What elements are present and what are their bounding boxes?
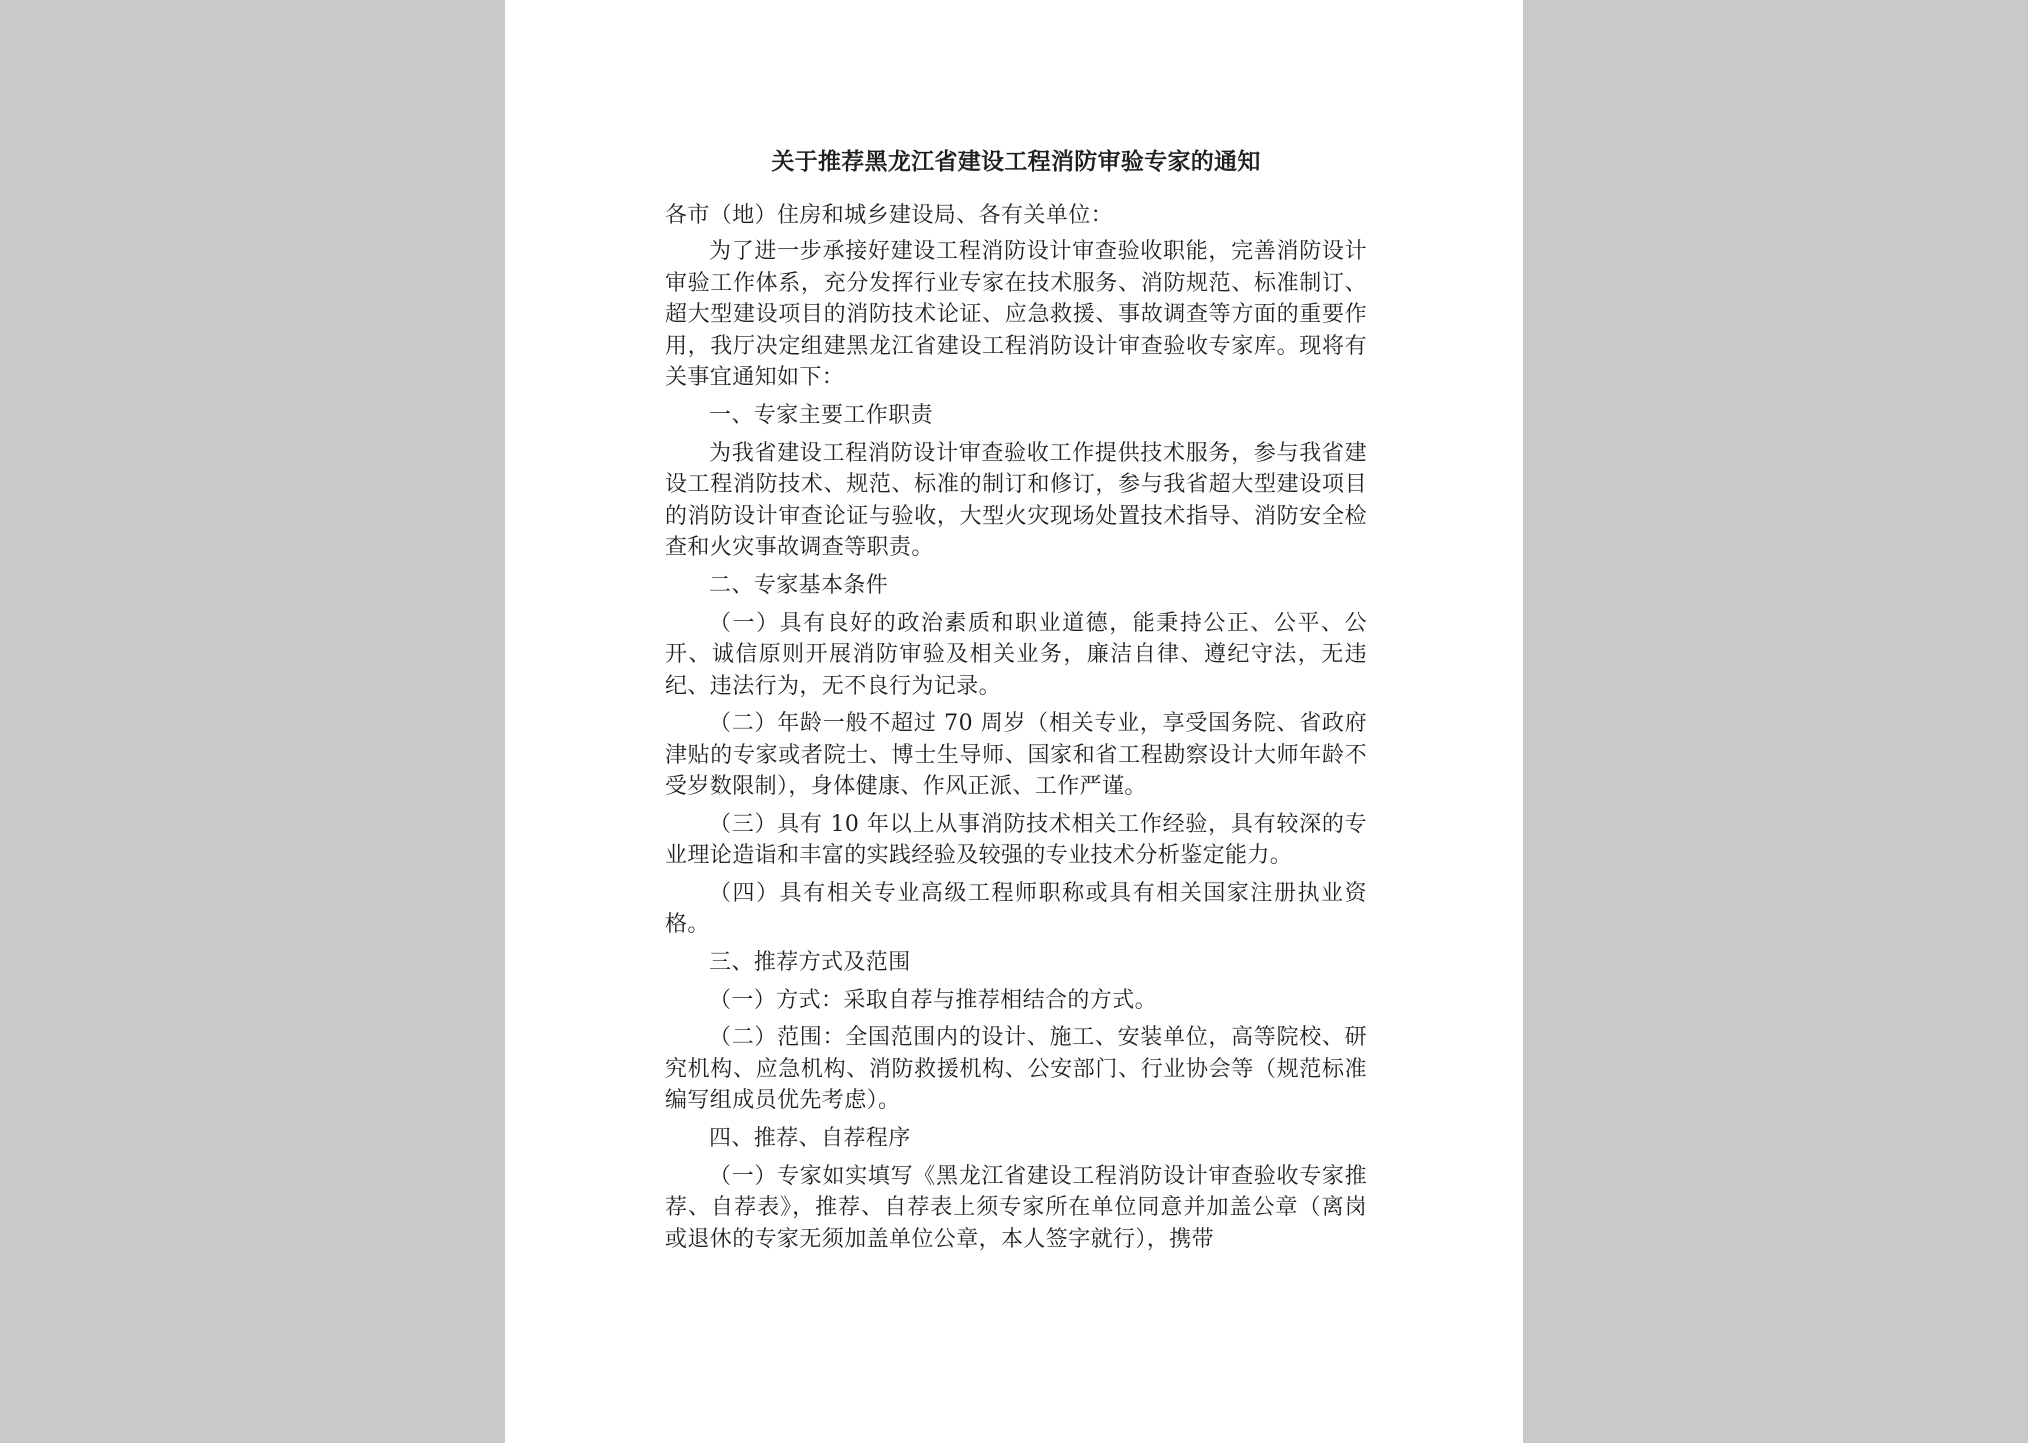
procedure-item-1: （一）专家如实填写《黑龙江省建设工程消防设计审查验收专家推荐、自荐表》，推荐、自荐表上须专家所在单位同意并加盖公章（离岗或退休的专家无须加盖单位公章，本人签字就行），携带 [665,1163,1367,1252]
duties-paragraph: 为我省建设工程消防设计审查验收工作提供技术服务，参与我省建设工程消防技术、规范、标准的制订和修订，参与我省超大型建设项目的消防设计审查论证与验收，大型火灾现场处置技术指导、消防安全检查和火灾事故调查等职责。 [665,440,1367,560]
intro-paragraph: 为了进一步承接好建设工程消防设计审查验收职能，完善消防设计审验工作体系，充分发挥行业专家在技术服务、消防规范、标准制订、超大型建设项目的消防技术论证、应急救援、事故调查等方面的重要作用，我厅决定组建黑龙江省建设工程消防设计审查验收专家库。现将有关事宜通知如下： [665,239,1367,390]
section-heading-procedure: 四、推荐、自荐程序 [709,1125,911,1151]
page-content [665,146,1367,1261]
requirement-item-2: （二）年龄一般不超过 70 周岁（相关专业，享受国务院、省政府津贴的专家或者院士、博士生导师、国家和省工程勘察设计大师年龄不受岁数限制），身体健康、作风正派、工作严谨。 [665,711,1367,799]
section-heading-duties: 一、专家主要工作职责 [709,402,934,428]
method-item: （一）方式：采取自荐与推荐相结合的方式。 [709,987,1158,1013]
requirement-item-3: （三）具有 10 年以上从事消防技术相关工作经验，具有较深的专业理论造诣和丰富的实践经验及较强的专业技术分析鉴定能力。 [665,811,1367,868]
requirement-item-4: （四）具有相关专业高级工程师职称或具有相关国家注册执业资格。 [665,880,1367,937]
section-heading-method-scope: 三、推荐方式及范围 [709,949,911,975]
salutation: 各市（地）住房和城乡建设局、各有关单位： [665,203,1114,228]
document-page [505,0,1523,1443]
requirement-item-1: （一）具有良好的政治素质和职业道德，能秉持公正、公平、公开、诚信原则开展消防审验及相关业务，廉洁自律、遵纪守法，无违纪、违法行为，无不良行为记录。 [665,610,1367,699]
scope-item: （二）范围：全国范围内的设计、施工、安装单位，高等院校、研究机构、应急机构、消防救援机构、公安部门、行业协会等（规范标准编写组成员优先考虑）。 [665,1025,1367,1113]
document-title: 关于推荐黑龙江省建设工程消防审验专家的通知 [771,148,1261,175]
section-heading-requirements: 二、专家基本条件 [709,572,889,598]
